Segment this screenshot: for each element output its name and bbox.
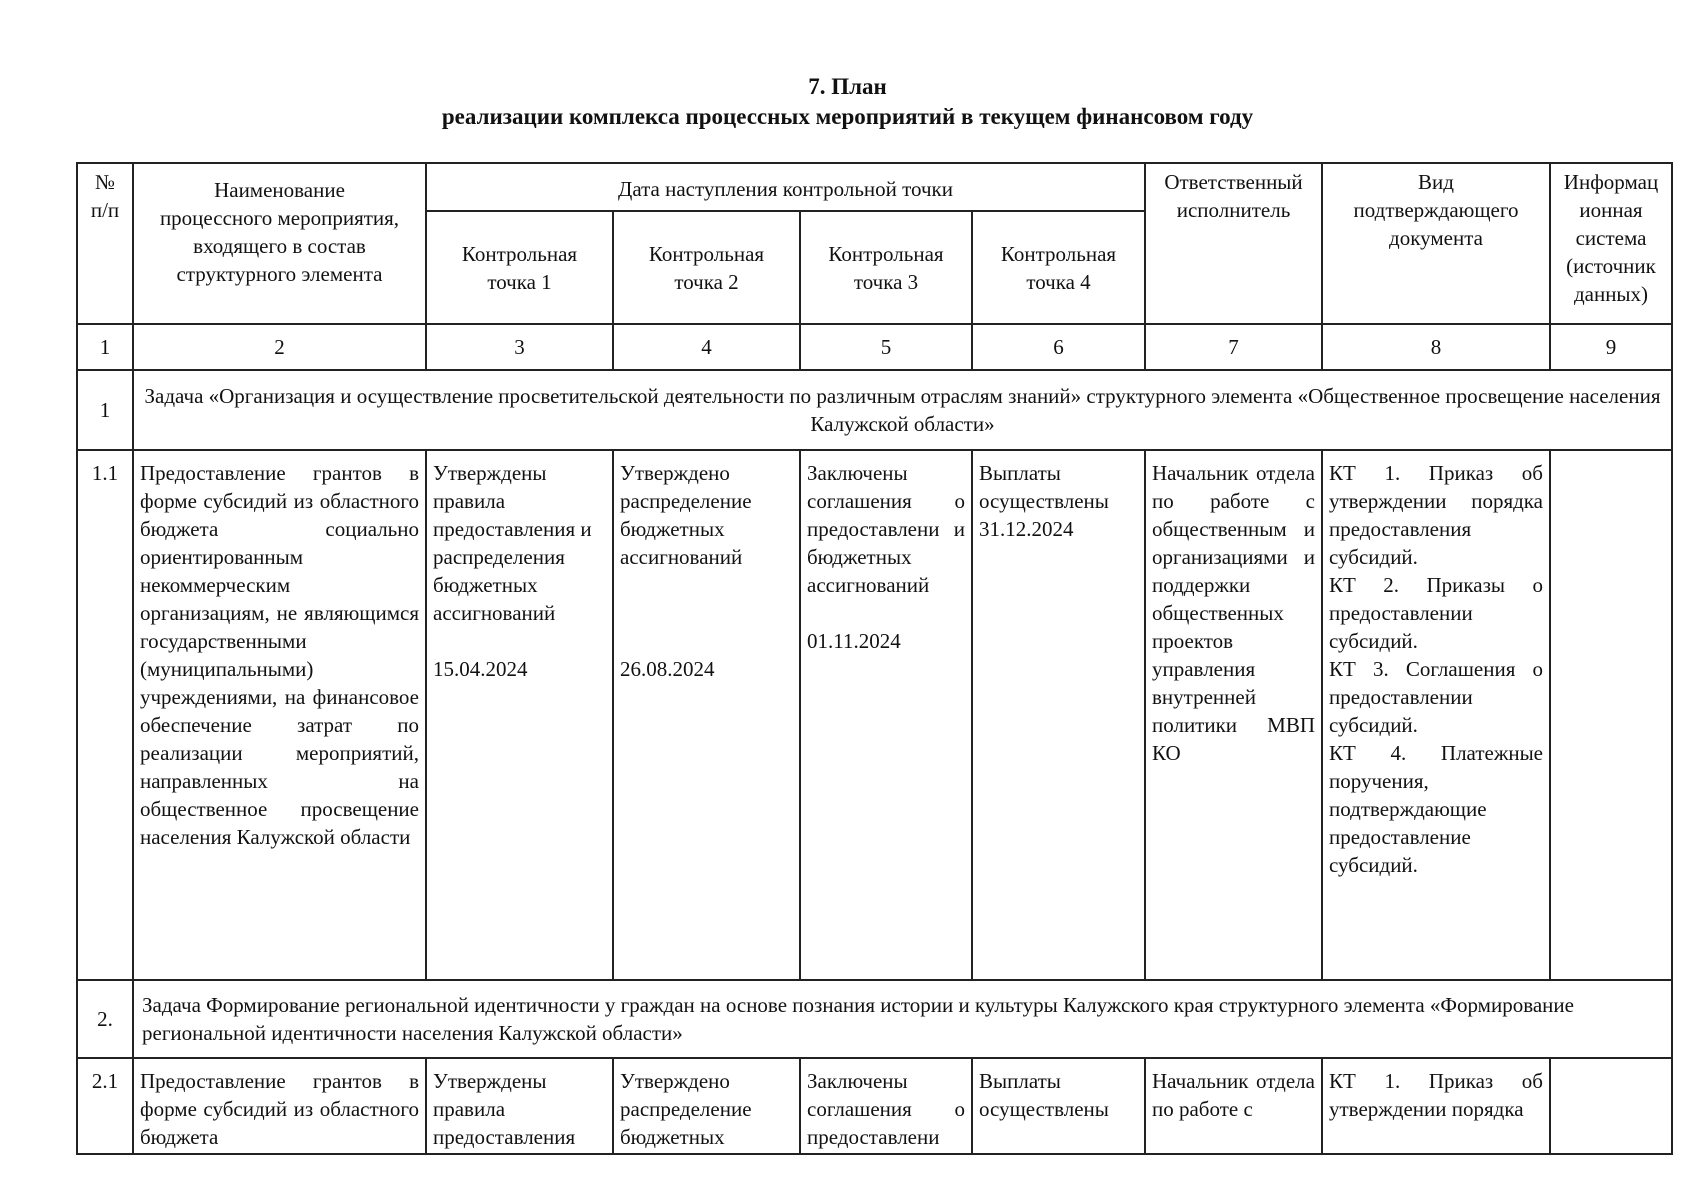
task-row-2 bbox=[77, 980, 1672, 1058]
table-row-2-1 bbox=[77, 1058, 1672, 1154]
header-info-system: Информац ионная система (источник данных) bbox=[1550, 163, 1672, 324]
row-1-1-kt1-text: Утверждены правила предоставления и распределения бюджетных ассигнований bbox=[433, 461, 592, 625]
header-kt4: Контрольная точка 4 bbox=[972, 211, 1145, 324]
row-2-1-kt2: Утверждено распределение бюджетных bbox=[613, 1058, 800, 1154]
colnum-1: 1 bbox=[77, 324, 133, 370]
header-name: Наименование процессного мероприятия, входящего в состав структурного элемента bbox=[133, 163, 426, 324]
colnum-2: 2 bbox=[133, 324, 426, 370]
row-1-1-kt3 bbox=[800, 450, 972, 980]
row-2-1-doc-type: КТ 1. Приказ об утверждении порядка bbox=[1322, 1058, 1550, 1154]
colnum-6: 6 bbox=[972, 324, 1145, 370]
row-2-1-kt3: Заключены соглашения о предоставлени bbox=[800, 1058, 972, 1154]
colnum-7: 7 bbox=[1145, 324, 1322, 370]
row-1-1-kt3-text: Заключены соглашения о предоставлени и бюджетных ассигнований bbox=[807, 461, 965, 597]
row-1-1-kt2 bbox=[613, 450, 800, 980]
row-1-1-kt2-text: Утверждено распределение бюджетных ассигнований bbox=[620, 461, 752, 569]
colnum-5: 5 bbox=[800, 324, 972, 370]
title-line-1: 7. План bbox=[808, 74, 887, 99]
colnum-8: 8 bbox=[1322, 324, 1550, 370]
header-kt3: Контрольная точка 3 bbox=[800, 211, 972, 324]
row-1-1-kt3-date: 01.11.2024 bbox=[807, 629, 901, 653]
plan-table bbox=[76, 162, 1673, 1155]
task-2-text: Задача Формирование региональной идентичности у граждан на основе познания истории и культуры Калужского края структурного элемента «Формирование региональной идентичности населения Калужской области» bbox=[133, 980, 1672, 1058]
row-1-1-number: 1.1 bbox=[77, 450, 133, 980]
document-title bbox=[0, 72, 1695, 132]
row-2-1-info-system bbox=[1550, 1058, 1672, 1154]
row-1-1-kt1-date: 15.04.2024 bbox=[433, 657, 528, 681]
row-1-1-name: Предоставление грантов в форме субсидий из областного бюджета социально ориентированным некоммерческим организациям, не являющимся государственными (муниципальными) учреждениями, на финансовое обеспечение затрат по реализации мероприятий, направленных на общественное просвещение населения Калужской области bbox=[133, 450, 426, 980]
row-1-1-kt1 bbox=[426, 450, 613, 980]
row-1-1-kt4-date: 31.12.2024 bbox=[979, 517, 1074, 541]
colnum-4: 4 bbox=[613, 324, 800, 370]
table-row-1-1 bbox=[77, 450, 1672, 980]
column-numbers-row bbox=[77, 324, 1672, 370]
header-responsible: Ответственный исполнитель bbox=[1145, 163, 1322, 324]
task-1-text: Задача «Организация и осуществление просветительской деятельности по различным отраслям знаний» структурного элемента «Общественное просвещение населения Калужской области» bbox=[133, 370, 1672, 450]
colnum-3: 3 bbox=[426, 324, 613, 370]
row-2-1-kt4: Выплаты осуществлены bbox=[972, 1058, 1145, 1154]
row-1-1-kt4-text: Выплаты осуществлены bbox=[979, 461, 1109, 513]
row-2-1-kt1: Утверждены правила предоставления bbox=[426, 1058, 613, 1154]
header-num: № п/п bbox=[77, 163, 133, 324]
row-1-1-responsible: Начальник отдела по работе с общественным и организациями и поддержки общественных проектов управления внутренней политики МВП КО bbox=[1145, 450, 1322, 980]
task-2-number: 2. bbox=[77, 980, 133, 1058]
header-doc-type: Вид подтверждающего документа bbox=[1322, 163, 1550, 324]
task-row-1 bbox=[77, 370, 1672, 450]
header-kt2: Контрольная точка 2 bbox=[613, 211, 800, 324]
row-1-1-doc-type: КТ 1. Приказ об утверждении порядка предоставления субсидий. КТ 2. Приказы о предоставлении субсидий. КТ 3. Соглашения о предоставлении субсидий. КТ 4. Платежные поручения, подтверждающие предоставление субсидий. bbox=[1322, 450, 1550, 980]
header-date-group: Дата наступления контрольной точки bbox=[426, 163, 1145, 211]
colnum-9: 9 bbox=[1550, 324, 1672, 370]
row-2-1-number: 2.1 bbox=[77, 1058, 133, 1154]
row-2-1-name: Предоставление грантов в форме субсидий из областного бюджета bbox=[133, 1058, 426, 1154]
title-line-2: реализации комплекса процессных мероприятий в текущем финансовом году bbox=[441, 104, 1254, 129]
row-1-1-kt4 bbox=[972, 450, 1145, 980]
header-row bbox=[77, 163, 1672, 211]
row-1-1-info-system bbox=[1550, 450, 1672, 980]
row-1-1-kt2-date: 26.08.2024 bbox=[620, 657, 715, 681]
header-kt1: Контрольная точка 1 bbox=[426, 211, 613, 324]
task-1-number: 1 bbox=[77, 370, 133, 450]
row-2-1-responsible: Начальник отдела по работе с bbox=[1145, 1058, 1322, 1154]
